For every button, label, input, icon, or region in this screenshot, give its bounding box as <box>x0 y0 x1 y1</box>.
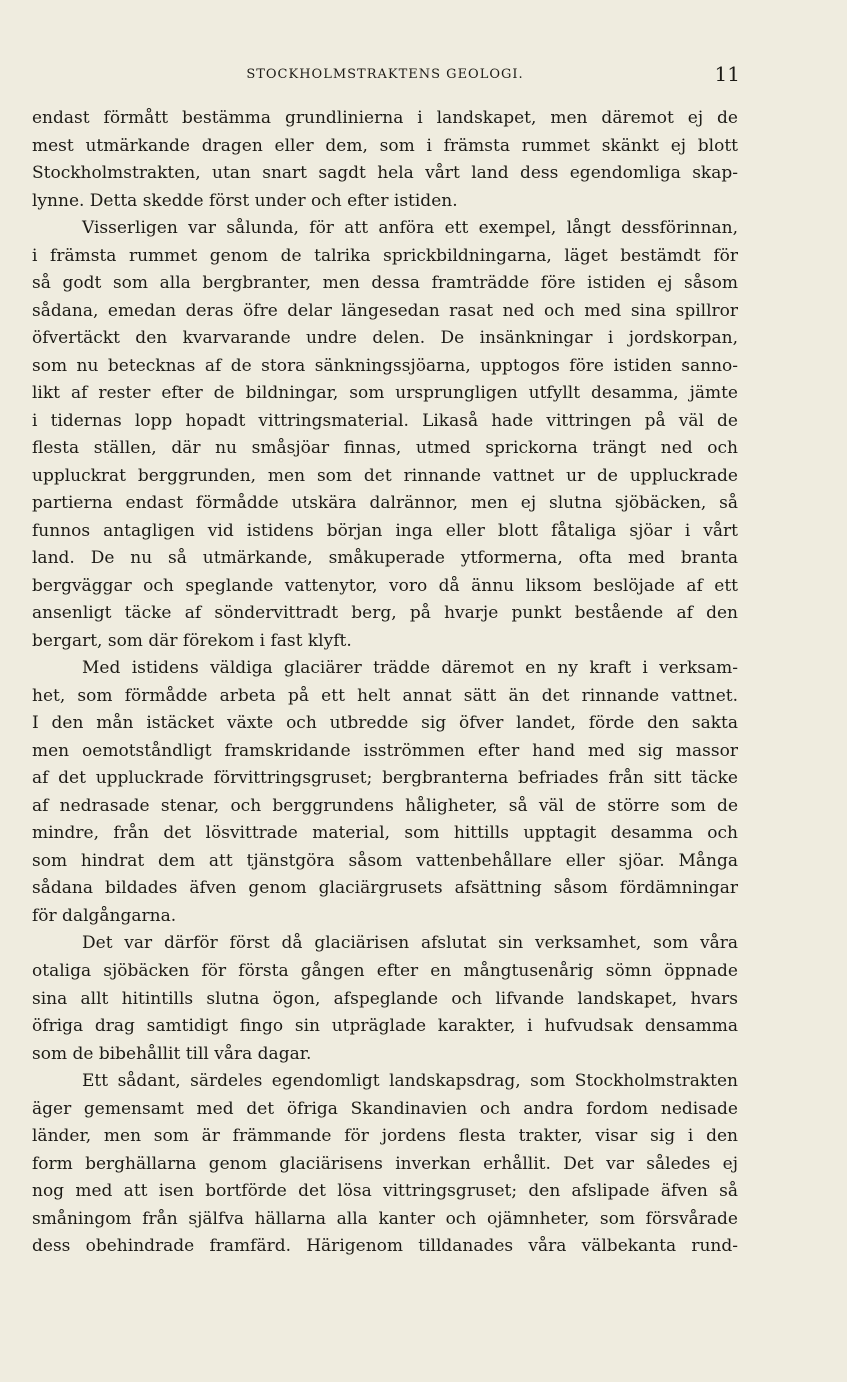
text-line: i främsta rummet genom de talrika sprickbildningarna, läget bestämdt för <box>32 245 738 266</box>
text-line: sådana, emedan deras öfre delar längesedan rasat ned och med sina spillror <box>32 300 738 321</box>
text-line: dess obehindrade framfärd. Härigenom tilldanades våra välbekanta rund- <box>32 1236 738 1257</box>
text-line: länder, men som är främmande för jordens flesta trakter, visar sig i den <box>32 1126 738 1147</box>
text-line: bergväggar och speglande vattenytor, voro då ännu liksom beslöjade af ett <box>32 575 738 596</box>
text-line: I den mån istäcket växte och utbredde sig öfver landet, förde den sakta <box>32 713 738 734</box>
text-line: Med istidens väldiga glaciärer trädde däremot en ny kraft i verksam- <box>82 658 738 679</box>
running-head <box>30 64 740 88</box>
text-line: likt af rester efter de bildningar, som ursprungligen utfyllt desamma, jämte <box>32 383 738 404</box>
text-line: af nedrasade stenar, och berggrundens håligheter, så väl de större som de <box>32 795 738 816</box>
text-line: flesta ställen, där nu småsjöar finnas, utmed sprickorna trängt ned och <box>32 438 738 459</box>
text-line: för dalgångarna. <box>32 905 177 926</box>
text-line: mest utmärkande dragen eller dem, som i främsta rummet skänkt ej blott <box>32 135 738 156</box>
page-number: 11 <box>714 62 740 86</box>
text-line: som nu betecknas af de stora sänkningssjöarna, upptogos före istiden sanno- <box>32 355 738 376</box>
text-line: uppluckrat berggrunden, men som det rinnande vattnet ur de uppluckrade <box>32 465 738 486</box>
body-text <box>32 105 738 1261</box>
text-line: land. De nu så utmärkande, småkuperade ytformerna, ofta med branta <box>32 548 738 569</box>
text-line: sådana bildades äfven genom glaciärgrusets afsättning såsom fördämningar <box>32 878 738 899</box>
text-line: mindre, från det lösvittrade material, som hittills upptagit desamma och <box>32 823 738 844</box>
text-line: partierna endast förmådde utskära dalrännor, men ej slutna sjöbäcken, så <box>32 493 738 514</box>
text-line: otaliga sjöbäcken för första gången efter en mångtusenårig sömn öppnade <box>32 960 738 981</box>
text-line: Stockholmstrakten, utan snart sagdt hela vårt land dess egendomliga skap- <box>32 163 738 184</box>
text-line: som hindrat dem att tjänstgöra såsom vattenbehållare eller sjöar. Många <box>32 850 738 871</box>
text-line: så godt som alla bergbranter, men dessa framträdde före istiden ej såsom <box>32 273 738 294</box>
text-line: äger gemensamt med det öfriga Skandinavien och andra fordom nedisade <box>32 1098 738 1119</box>
text-line: lynne. Detta skedde först under och efter istiden. <box>32 190 458 211</box>
text-line: småningom från själfva hällarna alla kanter och ojämnheter, som försvårade <box>32 1208 738 1229</box>
text-line: men oemotståndligt framskridande isströmmen efter hand med sig massor <box>32 740 738 761</box>
text-line: som de bibehållit till våra dagar. <box>32 1043 312 1064</box>
text-line: het, som förmådde arbeta på ett helt annat sätt än det rinnande vattnet. <box>32 685 738 706</box>
text-line: Det var därför först då glaciärisen afslutat sin verksamhet, som våra <box>82 933 738 954</box>
text-line: Ett sådant, särdeles egendomligt landskapsdrag, som Stockholmstrakten <box>82 1071 738 1092</box>
running-title: STOCKHOLMSTRAKTENS GEOLOGI. <box>246 67 524 82</box>
text-line: ansenligt täcke af söndervittradt berg, på hvarje punkt bestående af den <box>32 603 738 624</box>
text-line: öfvertäckt den kvarvarande undre delen. De insänkningar i jordskorpan, <box>32 328 738 349</box>
text-line: Visserligen var sålunda, för att anföra ett exempel, långt dessförinnan, <box>82 218 738 239</box>
text-line: nog med att isen bortförde det lösa vittringsgruset; den afslipade äfven så <box>32 1181 738 1202</box>
text-line: af det uppluckrade förvittringsgruset; bergbranterna befriades från sitt täcke <box>32 768 738 789</box>
text-line: form berghällarna genom glaciärisens inverkan erhållit. Det var således ej <box>32 1153 738 1174</box>
text-line: öfriga drag samtidigt fingo sin utpräglade karakter, i hufvudsak densamma <box>32 1016 738 1037</box>
text-line: i tidernas lopp hopadt vittringsmaterial. Likaså hade vittringen på väl de <box>32 410 738 431</box>
text-line: bergart, som där förekom i fast klyft. <box>32 630 352 651</box>
text-line: sina allt hitintills slutna ögon, afspeglande och lifvande landskapet, hvars <box>32 988 738 1009</box>
text-line: endast förmått bestämma grundlinierna i landskapet, men däremot ej de <box>32 108 738 128</box>
text-line: funnos antagligen vid istidens början inga eller blott fåtaliga sjöar i vårt <box>32 520 738 541</box>
